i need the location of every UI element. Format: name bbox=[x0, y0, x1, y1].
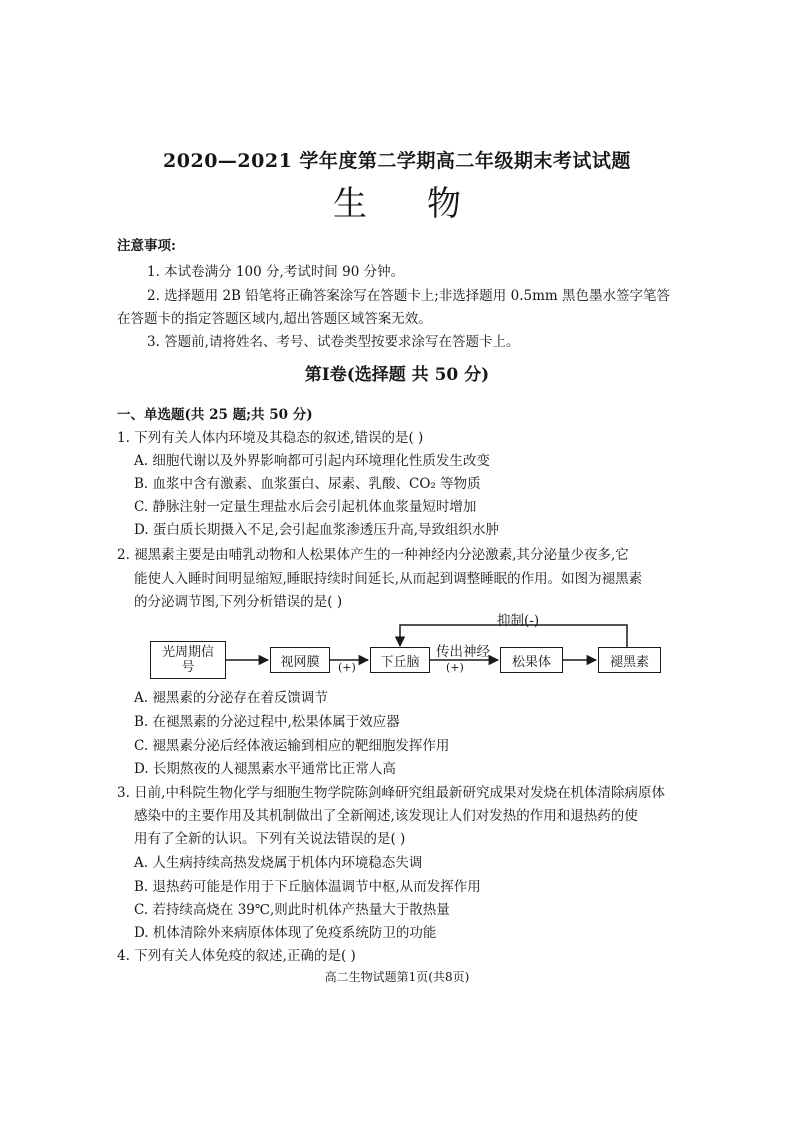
section-title: 第Ⅰ卷(选择题 共 50 分) bbox=[304, 365, 490, 385]
question-2-stem: 2. 褪黑素主要是由哺乳动物和人松果体产生的一种神经内分泌激素,其分泌量少夜多,它 bbox=[117, 547, 629, 563]
notice-heading: 注意事项: bbox=[117, 238, 176, 254]
node-pineal-gland: 松果体 bbox=[500, 647, 563, 673]
exam-title: 2020—2021 学年度第二学期高二年级期末考试试题 bbox=[163, 150, 631, 172]
question-3-option-b: B. 退热药可能是作用于下丘脑体温调节中枢,从而发挥作用 bbox=[134, 879, 481, 895]
question-2-stem: 的分泌调节图,下列分析错误的是( ) bbox=[134, 594, 343, 610]
page-footer: 高二生物试题第1页(共8页) bbox=[324, 970, 470, 984]
question-2-option-b: B. 在褪黑素的分泌过程中,松果体属于效应器 bbox=[134, 714, 400, 730]
question-3-option-c: C. 若持续高烧在 39℃,则此时机体产热量大于散热量 bbox=[134, 902, 450, 918]
part-title: 一、单选题(共 25 题;共 50 分) bbox=[117, 407, 313, 423]
question-1-option-d: D. 蛋白质长期摄入不足,会引起血浆渗透压升高,导致组织水肿 bbox=[134, 522, 500, 538]
question-3-option-d: D. 机体清除外来病原体体现了免疫系统防卫的功能 bbox=[134, 925, 437, 941]
node-melatonin: 褪黑素 bbox=[598, 647, 661, 673]
question-1-option-b: B. 血浆中含有激素、血浆蛋白、尿素、乳酸、CO₂ 等物质 bbox=[134, 476, 481, 492]
node-retina: 视网膜 bbox=[270, 647, 330, 673]
question-1-option-c: C. 静脉注射一定量生理盐水后会引起机体血浆量短时增加 bbox=[134, 499, 477, 515]
notice-item: 3. 答题前,请将姓名、考号、试卷类型按要求涂写在答题卡上。 bbox=[147, 334, 520, 350]
label-plus-1: (+) bbox=[338, 661, 356, 674]
question-3-stem: 用有了全新的认识。下列有关说法错误的是( ) bbox=[134, 831, 406, 847]
question-1-stem: 1. 下列有关人体内环境及其稳态的叙述,错误的是( ) bbox=[117, 430, 424, 446]
subject-title: 生物 bbox=[333, 184, 521, 224]
question-3-stem: 3. 日前,中科院生物化学与细胞生物学院陈剑峰研究组最新研究成果对发烧在机体清除病原体 bbox=[117, 785, 665, 801]
question-2-option-d: D. 长期熬夜的人褪黑素水平通常比正常人高 bbox=[134, 761, 396, 777]
notice-item: 1. 本试卷满分 100 分,考试时间 90 分钟。 bbox=[147, 264, 405, 280]
label-inhibition: 抑制(-) bbox=[497, 613, 540, 629]
notice-item: 2. 选择题用 2B 铅笔将正确答案涂写在答题卡上;非选择题用 0.5mm 黑色墨水签字笔答 bbox=[147, 288, 670, 304]
question-1-option-a: A. 细胞代谢以及外界影响都可引起内环境理化性质发生改变 bbox=[134, 453, 490, 469]
question-3-stem: 感染中的主要作用及其机制做出了全新阐述,该发现让人们对发热的作用和退热药的使 bbox=[134, 808, 638, 824]
node-light-signal: 光周期信号 bbox=[150, 641, 226, 679]
question-2-option-a: A. 褪黑素的分泌存在着反馈调节 bbox=[134, 690, 328, 706]
question-4-stem: 4. 下列有关人体免疫的叙述,正确的是( ) bbox=[117, 948, 356, 964]
question-2-stem: 能使人入睡时间明显缩短,睡眠持续时间延长,从而起到调整睡眠的作用。如图为褪黑素 bbox=[134, 571, 643, 587]
label-efferent-nerve: 传出神经 bbox=[436, 644, 490, 660]
question-3-option-a: A. 人生病持续高热发烧属于机体内环境稳态失调 bbox=[134, 855, 423, 871]
label-plus-2: (+) bbox=[446, 661, 464, 674]
node-hypothalamus: 下丘脑 bbox=[370, 647, 430, 673]
notice-item-continued: 在答题卡的指定答题区域内,超出答题区域答案无效。 bbox=[117, 311, 432, 327]
question-2-option-c: C. 褪黑素分泌后经体液运输到相应的靶细胞发挥作用 bbox=[134, 738, 450, 754]
